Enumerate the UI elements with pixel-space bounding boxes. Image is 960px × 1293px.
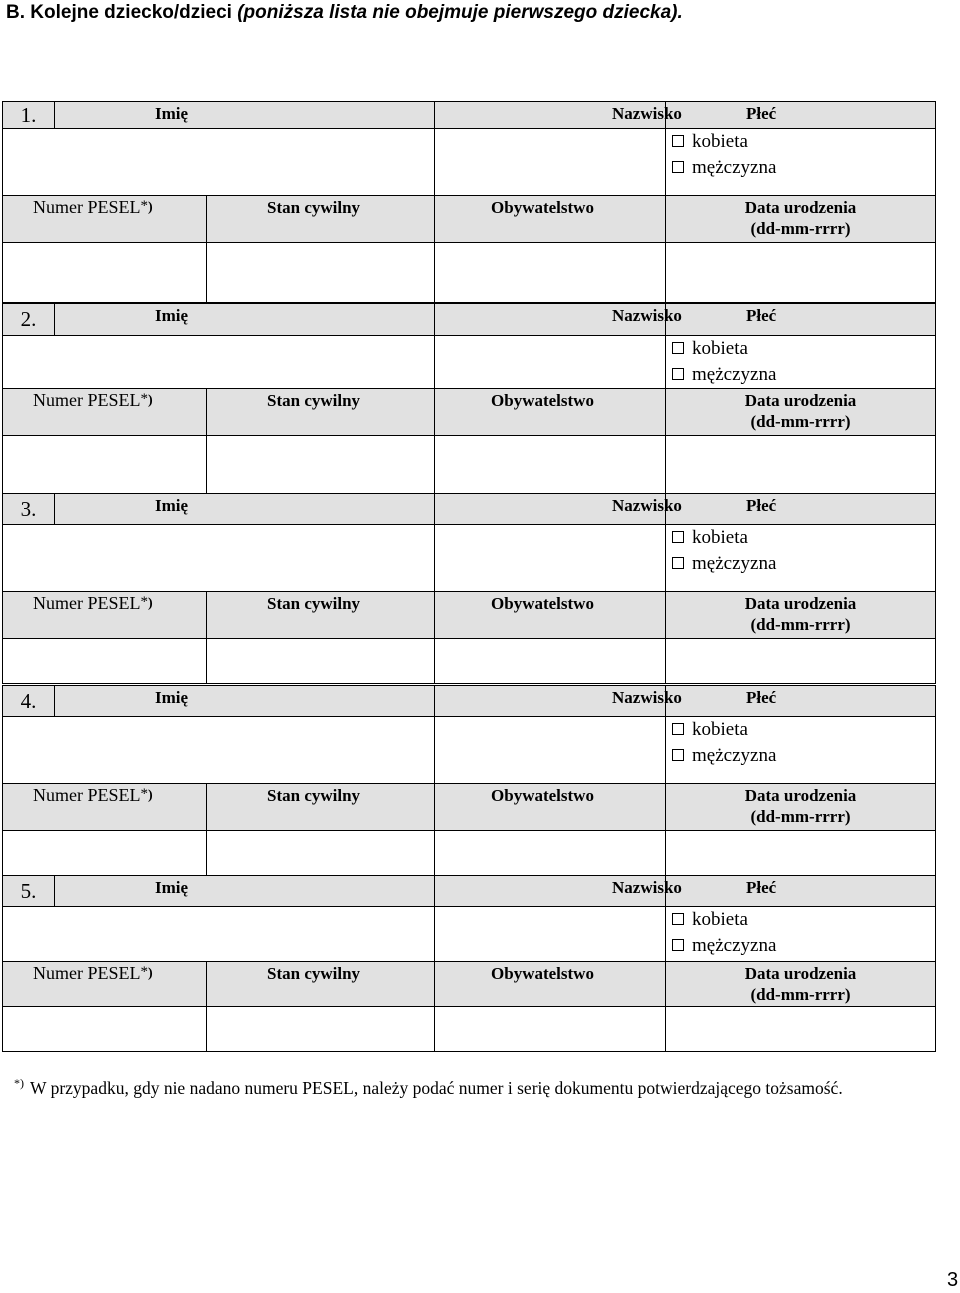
label-obywatelstwo: Obywatelstwo — [435, 784, 666, 831]
label-obywatelstwo: Obywatelstwo — [435, 196, 666, 243]
gender-options — [666, 717, 936, 784]
input-obywatelstwo[interactable] — [435, 1007, 666, 1052]
child-form-4 — [2, 685, 936, 876]
child-number: 1. — [3, 102, 55, 129]
input-nazwisko[interactable] — [435, 129, 666, 196]
checkbox-kobieta[interactable] — [672, 342, 684, 354]
checkbox-mezczyzna[interactable] — [672, 368, 684, 380]
input-obywatelstwo[interactable] — [435, 639, 666, 684]
input-pesel[interactable] — [3, 639, 207, 684]
input-stan-cywilny[interactable] — [207, 831, 435, 876]
option-kobieta[interactable]: kobieta — [672, 717, 935, 743]
label-imie: Imię — [55, 102, 435, 129]
page-number: 3 — [947, 1269, 959, 1291]
gender-options — [666, 525, 936, 592]
checkbox-mezczyzna[interactable] — [672, 557, 684, 569]
label-nazwisko: Nazwisko — [435, 876, 666, 907]
checkbox-kobieta[interactable] — [672, 135, 684, 147]
label-plec: Płeć — [666, 686, 936, 717]
child-form-2 — [2, 303, 936, 494]
child-number: 5. — [3, 876, 55, 907]
option-mezczyzna[interactable]: mężczyzna — [672, 743, 935, 769]
input-data-urodzenia[interactable] — [666, 243, 936, 303]
label-stan-cywilny: Stan cywilny — [207, 784, 435, 831]
section-title: B. Kolejne dziecko/dzieci — [6, 2, 238, 23]
label-stan-cywilny: Stan cywilny — [207, 196, 435, 243]
option-kobieta[interactable]: kobieta — [672, 907, 935, 933]
input-data-urodzenia[interactable] — [666, 436, 936, 494]
label-plec: Płeć — [666, 876, 936, 907]
label-data-urodzenia: Data urodzenia (dd-mm-rrrr) — [666, 389, 936, 436]
input-stan-cywilny[interactable] — [207, 639, 435, 684]
label-imie: Imię — [55, 686, 435, 717]
label-nazwisko: Nazwisko — [435, 686, 666, 717]
footnote-text: W przypadku, gdy nie nadano numeru PESEL, należy podać numer i serię dokumentu potwierdzającego tożsamość. — [30, 1078, 843, 1098]
input-obywatelstwo[interactable] — [435, 831, 666, 876]
input-stan-cywilny[interactable] — [207, 243, 435, 303]
label-imie: Imię — [55, 304, 435, 336]
label-pesel: Numer PESEL*) — [3, 592, 207, 639]
label-data-urodzenia: Data urodzenia (dd-mm-rrrr) — [666, 784, 936, 831]
option-mezczyzna[interactable]: mężczyzna — [672, 155, 935, 181]
label-imie: Imię — [55, 494, 435, 525]
option-mezczyzna[interactable]: mężczyzna — [672, 362, 935, 388]
input-nazwisko[interactable] — [435, 525, 666, 592]
input-imie[interactable] — [3, 129, 435, 196]
section-title-note: (poniższa lista nie obejmuje pierwszego dziecka). — [237, 2, 683, 23]
label-imie: Imię — [55, 876, 435, 907]
label-obywatelstwo: Obywatelstwo — [435, 389, 666, 436]
input-imie[interactable] — [3, 907, 435, 962]
label-stan-cywilny: Stan cywilny — [207, 389, 435, 436]
label-stan-cywilny: Stan cywilny — [207, 592, 435, 639]
section-heading — [6, 2, 683, 24]
checkbox-kobieta[interactable] — [672, 531, 684, 543]
label-plec: Płeć — [666, 494, 936, 525]
child-number: 4. — [3, 686, 55, 717]
input-nazwisko[interactable] — [435, 336, 666, 389]
footnote — [14, 1078, 843, 1099]
option-kobieta[interactable]: kobieta — [672, 336, 935, 362]
label-obywatelstwo: Obywatelstwo — [435, 592, 666, 639]
gender-options — [666, 336, 936, 389]
label-pesel: Numer PESEL*) — [3, 389, 207, 436]
input-data-urodzenia[interactable] — [666, 639, 936, 684]
input-nazwisko[interactable] — [435, 907, 666, 962]
gender-options — [666, 907, 936, 962]
label-nazwisko: Nazwisko — [435, 494, 666, 525]
label-data-urodzenia: Data urodzenia (dd-mm-rrrr) — [666, 196, 936, 243]
input-imie[interactable] — [3, 336, 435, 389]
option-mezczyzna[interactable]: mężczyzna — [672, 933, 935, 959]
label-stan-cywilny: Stan cywilny — [207, 962, 435, 1007]
input-obywatelstwo[interactable] — [435, 436, 666, 494]
child-form-1 — [2, 101, 936, 303]
checkbox-kobieta[interactable] — [672, 913, 684, 925]
input-imie[interactable] — [3, 525, 435, 592]
child-number: 2. — [3, 304, 55, 336]
gender-options — [666, 129, 936, 196]
option-kobieta[interactable]: kobieta — [672, 525, 935, 551]
checkbox-kobieta[interactable] — [672, 723, 684, 735]
option-mezczyzna[interactable]: mężczyzna — [672, 551, 935, 577]
input-pesel[interactable] — [3, 243, 207, 303]
checkbox-mezczyzna[interactable] — [672, 749, 684, 761]
input-pesel[interactable] — [3, 1007, 207, 1052]
child-form-5 — [2, 875, 936, 1052]
label-plec: Płeć — [666, 304, 936, 336]
checkbox-mezczyzna[interactable] — [672, 939, 684, 951]
input-imie[interactable] — [3, 717, 435, 784]
input-data-urodzenia[interactable] — [666, 1007, 936, 1052]
input-obywatelstwo[interactable] — [435, 243, 666, 303]
input-nazwisko[interactable] — [435, 717, 666, 784]
input-pesel[interactable] — [3, 831, 207, 876]
label-nazwisko: Nazwisko — [435, 102, 666, 129]
label-data-urodzenia: Data urodzenia (dd-mm-rrrr) — [666, 962, 936, 1007]
child-form-3 — [2, 493, 936, 684]
label-plec: Płeć — [666, 102, 936, 129]
footnote-mark: *) — [14, 1076, 24, 1090]
input-stan-cywilny[interactable] — [207, 436, 435, 494]
input-stan-cywilny[interactable] — [207, 1007, 435, 1052]
label-obywatelstwo: Obywatelstwo — [435, 962, 666, 1007]
label-pesel: Numer PESEL*) — [3, 784, 207, 831]
child-number: 3. — [3, 494, 55, 525]
input-pesel[interactable] — [3, 436, 207, 494]
label-data-urodzenia: Data urodzenia (dd-mm-rrrr) — [666, 592, 936, 639]
option-kobieta[interactable]: kobieta — [672, 129, 935, 155]
label-pesel: Numer PESEL*) — [3, 962, 207, 1007]
label-pesel: Numer PESEL*) — [3, 196, 207, 243]
input-data-urodzenia[interactable] — [666, 831, 936, 876]
label-nazwisko: Nazwisko — [435, 304, 666, 336]
checkbox-mezczyzna[interactable] — [672, 161, 684, 173]
